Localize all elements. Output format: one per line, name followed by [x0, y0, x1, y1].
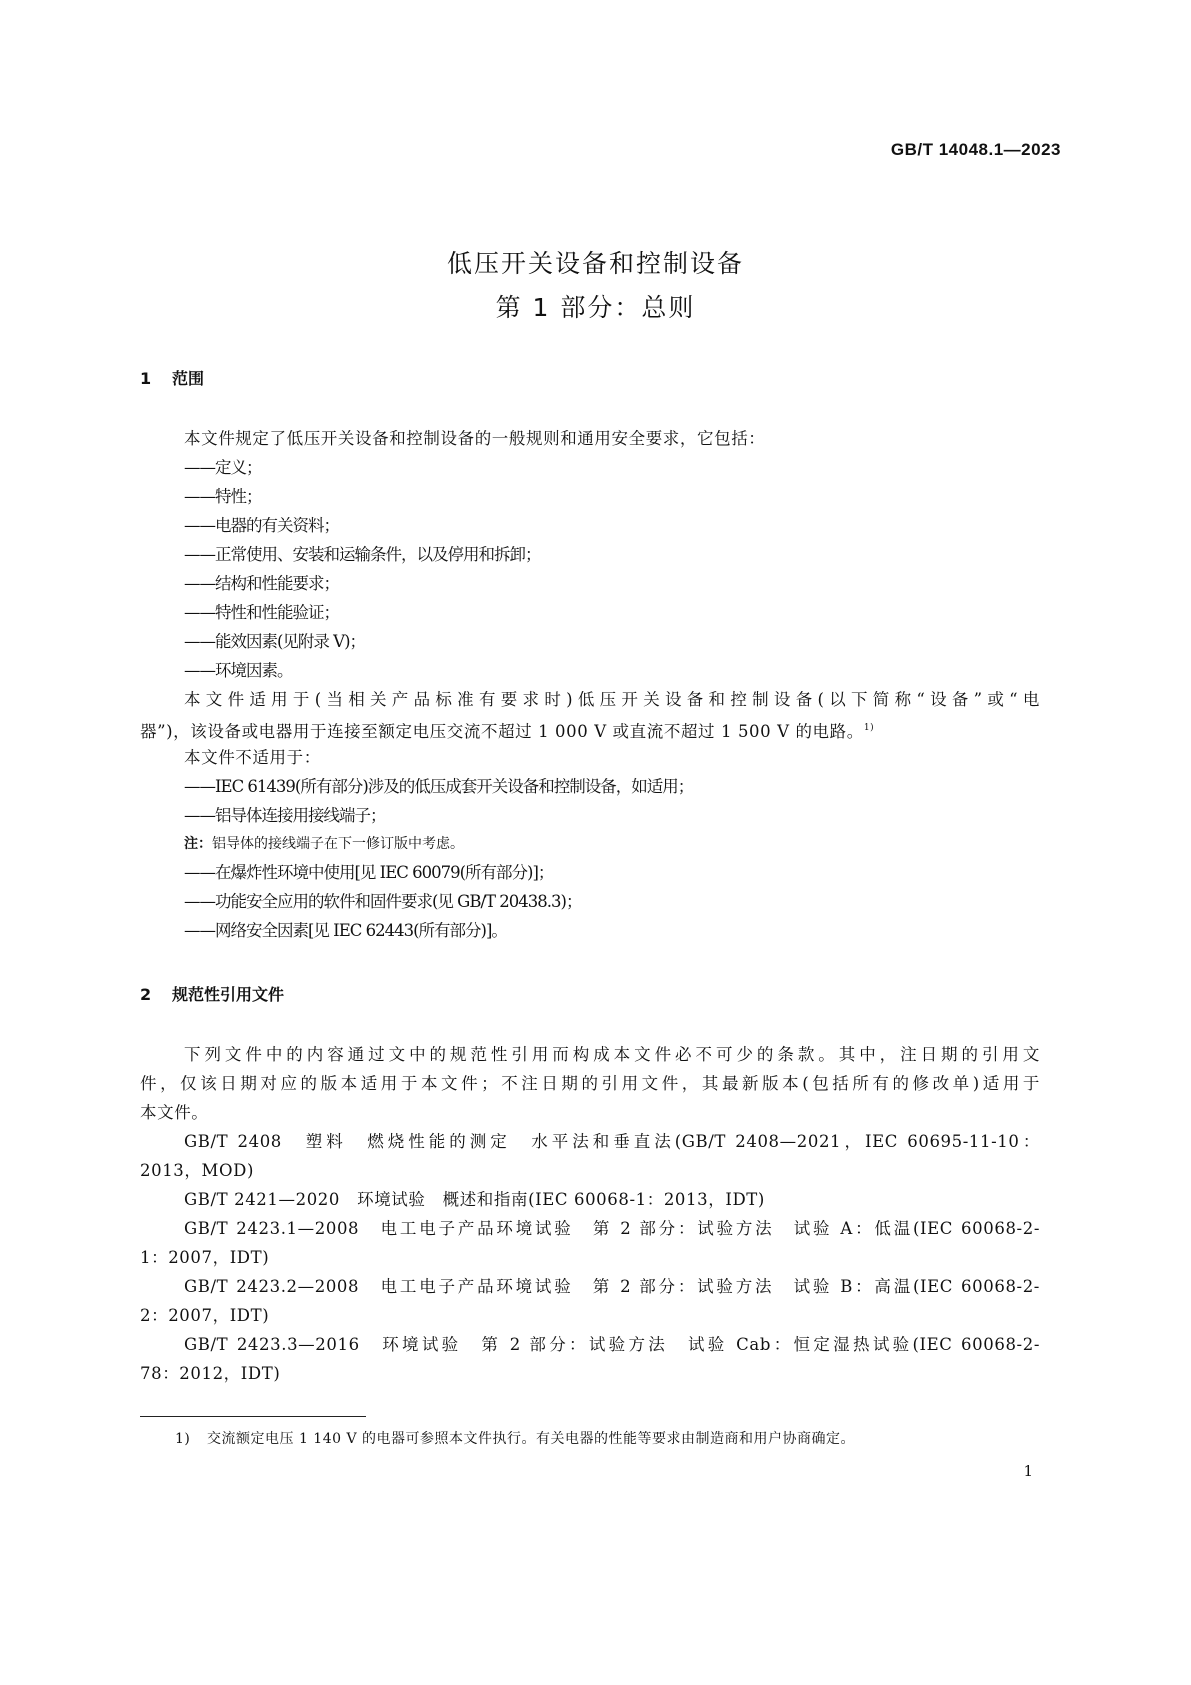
list-item: ——IEC 61439(所有部分)涉及的低压成套开关设备和控制设备，如适用； [184, 777, 694, 796]
paragraph-text: 器”)，该设备或电器用于连接至额定电压交流不超过 1 000 V 或直流不超过 1 500 V 的电路。 [140, 722, 864, 741]
reference-entry-continued: 2013，MOD) [140, 1161, 254, 1180]
list-item: ——定义； [184, 458, 262, 477]
reference-entry-continued: 78：2012，IDT) [140, 1364, 281, 1383]
note [184, 832, 464, 856]
footnote [175, 1428, 855, 1448]
paragraph-continued [140, 714, 874, 746]
section-title: 范围 [172, 369, 205, 388]
list-item: ——结构和性能要求； [184, 574, 339, 593]
paragraph: 本文件适用于(当相关产品标准有要求时)低压开关设备和控制设备(以下简称“设备”或“电 [184, 690, 1040, 709]
list-item: ——在爆炸性环境中使用[见 IEC 60079(所有部分)]； [184, 863, 554, 882]
page-number: 1 [1023, 1462, 1033, 1480]
list-item: ——能效因素(见附录 V)； [184, 632, 366, 651]
reference-entry-continued: 2：2007，IDT) [140, 1306, 270, 1325]
section-number: 2 [140, 985, 152, 1004]
reference-entry: GB/T 2423.3—2016 环境试验 第 2 部分：试验方法 试验 Cab：恒定湿热试验(IEC 60068-2- [184, 1335, 1040, 1354]
section-title: 规范性引用文件 [172, 985, 285, 1004]
footnote-divider [140, 1416, 366, 1417]
paragraph: 下列文件中的内容通过文中的规范性引用而构成本文件必不可少的条款。其中，注日期的引用文 [184, 1045, 1040, 1064]
reference-entry: GB/T 2423.1—2008 电工电子产品环境试验 第 2 部分：试验方法 试验 A：低温(IEC 60068-2- [184, 1219, 1040, 1238]
document-subtitle: 第 1 部分：总则 [495, 293, 696, 322]
section-2-heading [140, 982, 284, 1005]
list-item: ——功能安全应用的软件和固件要求(见 GB/T 20438.3)； [184, 892, 582, 911]
list-item: ——正常使用、安装和运输条件，以及停用和拆卸； [184, 545, 541, 564]
paragraph-continued: 件，仅该日期对应的版本适用于本文件；不注日期的引用文件，其最新版本(包括所有的修改单)适用于 [140, 1074, 1040, 1093]
paragraph-continued: 本文件。 [140, 1103, 209, 1122]
reference-entry: GB/T 2421—2020 环境试验 概述和指南(IEC 60068-1：2013，IDT) [184, 1190, 765, 1209]
section-number: 1 [140, 369, 152, 388]
list-item: ——铝导体连接用接线端子； [184, 806, 386, 825]
paragraph: 本文件规定了低压开关设备和控制设备的一般规则和通用安全要求，它包括： [184, 429, 766, 448]
list-item: ——电器的有关资料； [184, 516, 339, 535]
note-text: 铝导体的接线端子在下一修订版中考虑。 [212, 836, 464, 852]
list-item: ——特性和性能验证； [184, 603, 339, 622]
standard-number: GB/T 14048.1—2023 [890, 140, 1061, 159]
footnote-reference[interactable]: 1) [863, 723, 875, 733]
list-item: ——环境因素。 [184, 661, 293, 680]
document-title: 低压开关设备和控制设备 [446, 249, 744, 278]
list-item: ——网络安全因素[见 IEC 62443(所有部分)]。 [184, 921, 507, 940]
reference-entry: GB/T 2408 塑料 燃烧性能的测定 水平法和垂直法(GB/T 2408—2021，IEC 60695-11-10： [184, 1132, 1040, 1151]
reference-entry: GB/T 2423.2—2008 电工电子产品环境试验 第 2 部分：试验方法 试验 B：高温(IEC 60068-2- [184, 1277, 1040, 1296]
paragraph: 本文件不适用于： [184, 748, 321, 767]
note-label: 注： [184, 836, 212, 852]
footnote-text: 交流额定电压 1 140 V 的电器可参照本文件执行。有关电器的性能等要求由制造商和用户协商确定。 [207, 1431, 856, 1447]
list-item: ——特性； [184, 487, 262, 506]
reference-entry-continued: 1：2007，IDT) [140, 1248, 270, 1267]
footnote-mark: 1) [175, 1431, 191, 1447]
section-1-heading [140, 366, 204, 389]
